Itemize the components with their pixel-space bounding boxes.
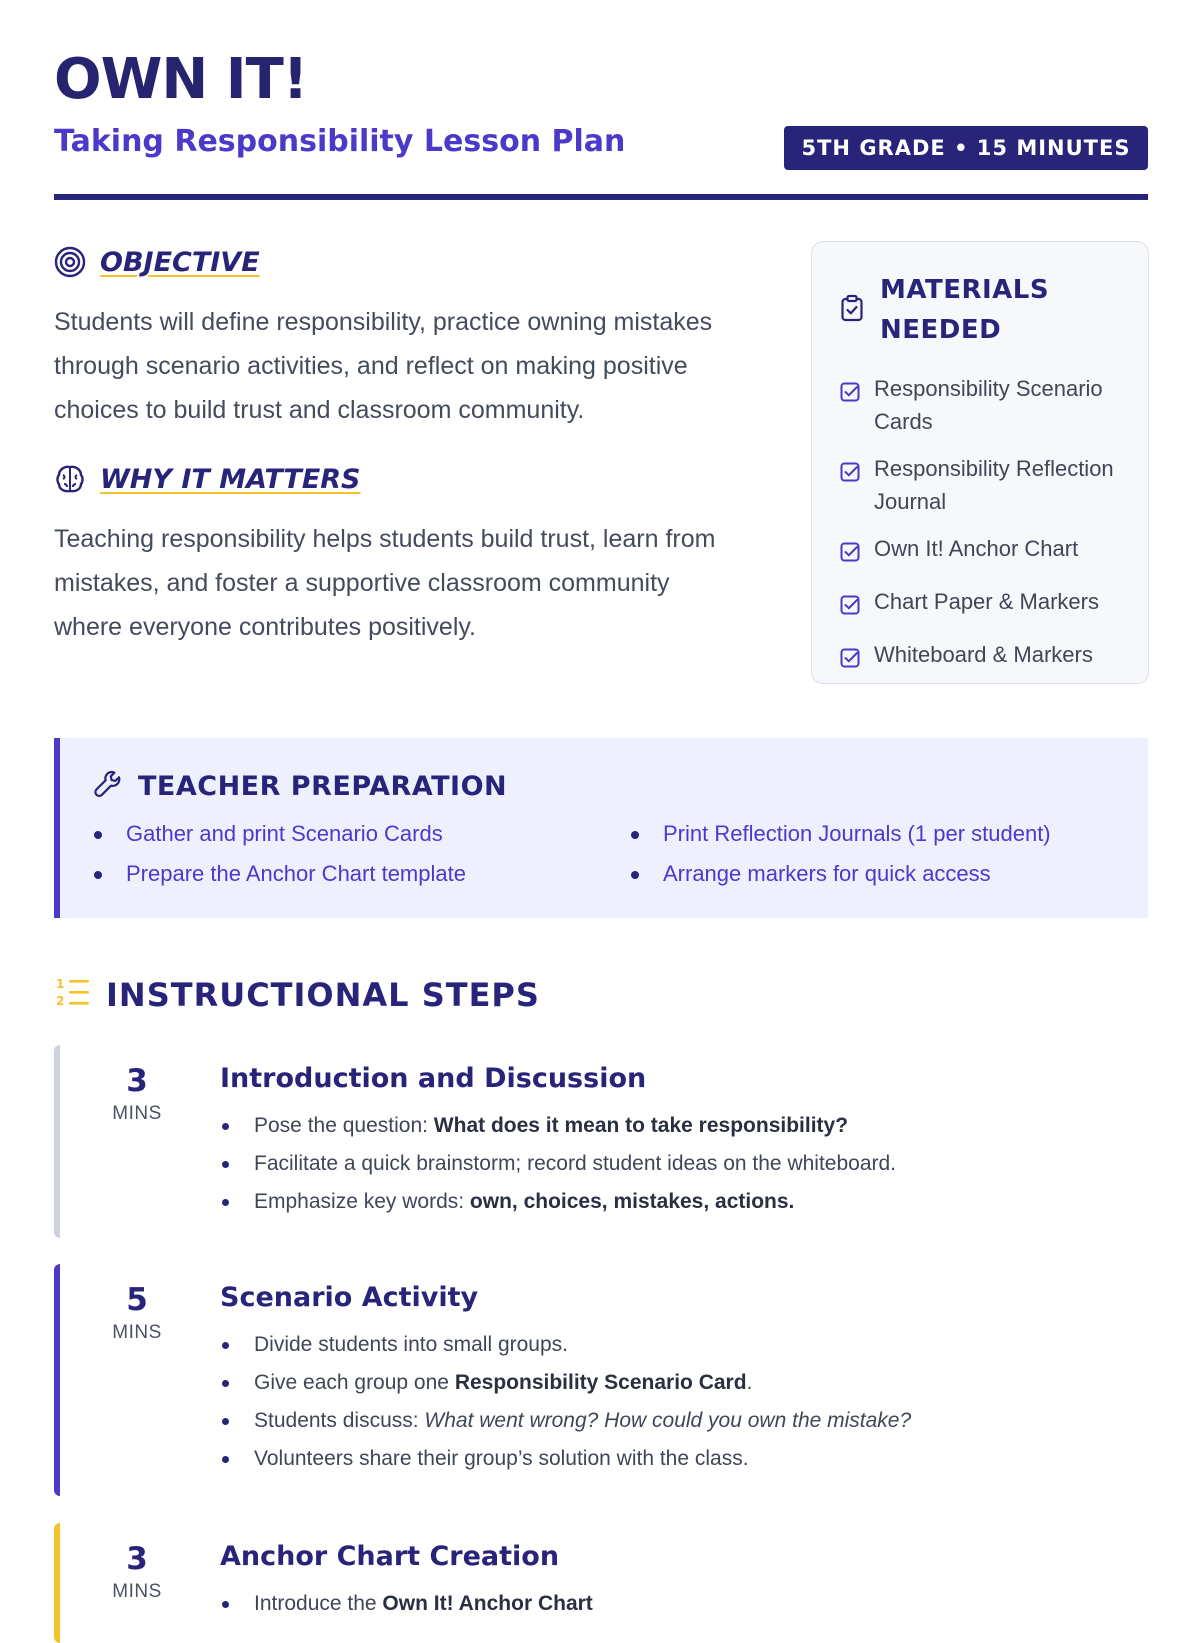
steps-title: INSTRUCTIONAL STEPS [106,975,540,1014]
wrench-icon [92,768,124,805]
materials-list [840,372,1140,691]
step-title: Anchor Chart Creation [220,1541,560,1572]
prep-heading [92,768,507,805]
step-card [54,1523,1148,1643]
step-bullet: Volunteers share their group’s solution with the class. [220,1440,911,1478]
materials-card [811,241,1149,684]
step-minutes: 3 [126,1541,148,1577]
why-heading [54,463,361,495]
materials-item-label: Whiteboard & Markers [874,642,1093,667]
step-duration [60,1539,214,1603]
step-duration [60,1280,214,1344]
target-icon [54,246,86,278]
svg-text:1: 1 [56,977,65,991]
page-title: OWN IT! [54,47,308,112]
step-bullets [220,1107,896,1221]
step-bullet: Students discuss: What went wrong? How could you own the mistake? [220,1402,911,1440]
materials-item-label: Chart Paper & Markers [874,589,1099,614]
step-duration [60,1061,214,1125]
step-minutes: 3 [126,1063,148,1099]
materials-title: MATERIALS NEEDED [880,275,1050,345]
step-card [54,1045,1148,1238]
prep-item: Print Reflection Journals (1 per student) [629,814,1051,854]
prep-title: TEACHER PREPARATION [138,771,508,802]
brain-icon [54,463,86,495]
checkbox-icon [840,538,860,571]
why-text: Teaching responsibility helps students build trust, learn from mistakes, and foster a supportive classroom community where everyone contributes positively. [54,525,716,641]
step-bullet: Emphasize key words: own, choices, mistakes, actions. [220,1183,896,1221]
materials-item [840,585,1140,624]
step-bullets [220,1585,593,1623]
materials-item [840,372,1140,438]
checkbox-icon [840,644,860,677]
grade-duration-badge: 5TH GRADE • 15 MINUTES [784,126,1148,170]
objective-text: Students will define responsibility, practice owning mistakes through scenario activities, and reflect on making positive choices to build trust and classroom community. [54,308,713,424]
page-subtitle: Taking Responsibility Lesson Plan [54,124,626,159]
teacher-preparation-panel [54,738,1148,918]
materials-item-label: Responsibility Scenario Cards [874,376,1103,434]
materials-heading [840,270,1100,350]
materials-item-label: Responsibility Reflection Journal [874,456,1114,514]
materials-item-label: Own It! Anchor Chart [874,536,1079,561]
step-minutes-unit: MINS [112,1103,162,1124]
why-label: WHY IT MATTERS [100,463,361,495]
checkbox-icon [840,378,860,411]
objective-heading [54,246,260,278]
step-bullet: Pose the question: What does it mean to take responsibility? [220,1107,896,1145]
step-title: Scenario Activity [220,1282,479,1313]
materials-item [840,452,1140,518]
step-minutes-unit: MINS [112,1322,162,1343]
materials-item [840,532,1140,571]
step-bullet: Introduce the Own It! Anchor Chart [220,1585,593,1623]
clipboard-check-icon [840,294,864,327]
prep-item: Prepare the Anchor Chart template [92,854,466,894]
checkbox-icon [840,591,860,624]
step-minutes: 5 [126,1282,148,1318]
step-title: Introduction and Discussion [220,1063,647,1094]
prep-item: Arrange markers for quick access [629,854,1051,894]
step-card [54,1264,1148,1496]
step-bullet: Divide students into small groups. [220,1326,911,1364]
objective-label: OBJECTIVE [100,246,260,278]
materials-item [840,638,1140,677]
header-divider [54,194,1148,200]
checkbox-icon [840,458,860,491]
step-bullets [220,1326,911,1478]
prep-list-left [92,814,466,894]
prep-item: Gather and print Scenario Cards [92,814,466,854]
step-bullet: Facilitate a quick brainstorm; record student ideas on the whiteboard. [220,1145,896,1183]
prep-list-right [629,814,1051,894]
numbered-list-icon [54,975,92,1014]
step-minutes-unit: MINS [112,1581,162,1602]
svg-text:2: 2 [56,994,65,1008]
steps-heading [54,975,540,1014]
step-bullet: Give each group one Responsibility Scenario Card. [220,1364,911,1402]
